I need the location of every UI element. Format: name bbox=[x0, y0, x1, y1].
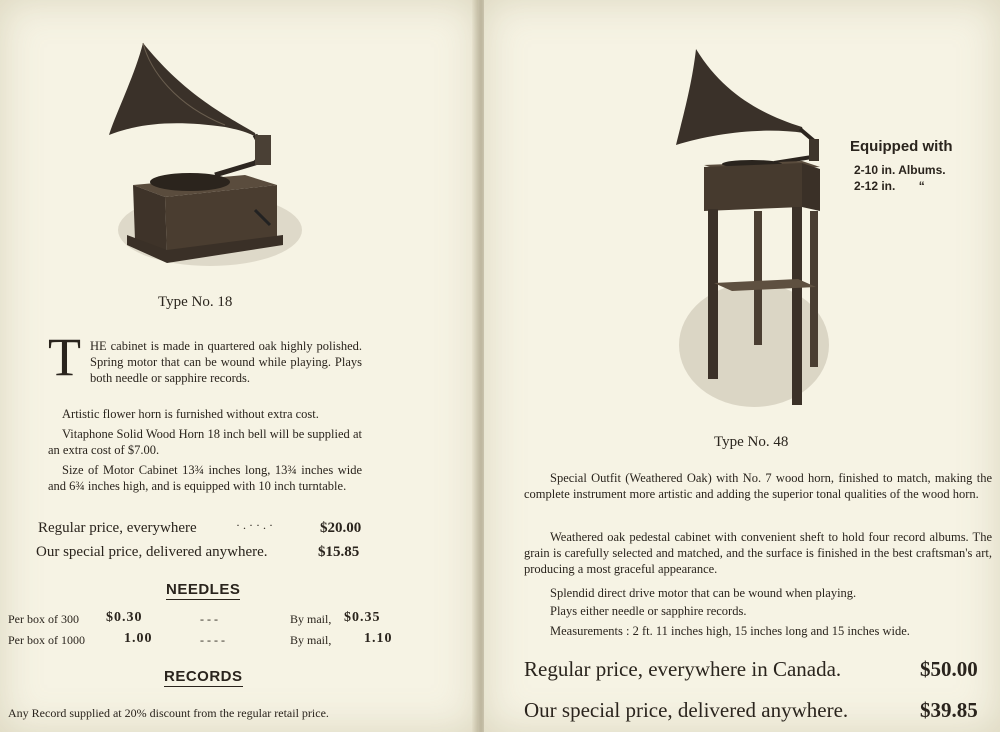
needles-mail-label: By mail, bbox=[290, 633, 332, 647]
needles-heading: NEEDLES bbox=[166, 581, 241, 598]
needles-row bbox=[8, 633, 408, 651]
leader-dashes: - - - bbox=[200, 612, 218, 626]
pedestal-cabinet-desc: Weathered oak pedestal cabinet with convenient sheft to hold four record albums. The grain is carefully selected and matched, and the surface is finished in the best craftsman's art, producing a most graceful appearance. bbox=[524, 530, 992, 576]
records-compat-note: Plays either needle or sapphire records. bbox=[550, 604, 747, 618]
needles-row bbox=[8, 612, 408, 630]
special-price-label: Our special price, delivered anywhere. bbox=[36, 544, 268, 560]
records-note: Any Record supplied at 20% discount from the regular retail price. bbox=[8, 706, 329, 720]
measurements-note: Measurements : 2 ft. 11 inches high, 15 inches long and 15 inches wide. bbox=[550, 624, 910, 638]
type-18-caption: Type No. 18 bbox=[158, 294, 233, 310]
regular-price-label: Regular price, everywhere in Canada. bbox=[524, 657, 842, 681]
needles-mail-label: By mail, bbox=[290, 612, 332, 626]
drop-cap: T bbox=[48, 327, 81, 387]
needles-box-qty: Per box of 300 bbox=[8, 612, 79, 626]
records-heading: RECORDS bbox=[164, 668, 243, 685]
special-outfit-desc: Special Outfit (Weathered Oak) with No. 7 wood horn, finished to match, making the complete instrument more artistic and adding the superior tonal qualities of the wood horn. bbox=[524, 471, 992, 501]
regular-price-label: Regular price, everywhere bbox=[38, 520, 197, 536]
special-price-label: Our special price, delivered anywhere. bbox=[524, 698, 849, 722]
needles-box-qty: Per box of 1000 bbox=[8, 633, 85, 647]
equipped-albums-10: 2-10 in. Albums. bbox=[854, 163, 946, 177]
equipped-title: Equipped with bbox=[850, 138, 953, 155]
type-48-caption: Type No. 48 bbox=[714, 434, 789, 450]
leader-dots: · . · · . · bbox=[236, 518, 273, 532]
right-page bbox=[484, 0, 1000, 732]
gramophone-type48-illustration bbox=[674, 45, 834, 415]
regular-price-amount: $50.00 bbox=[920, 657, 978, 681]
equipped-albums-12: 2-12 in. “ bbox=[854, 179, 925, 193]
needles-mail-price: 1.10 bbox=[364, 631, 393, 646]
needles-price: 1.00 bbox=[124, 631, 153, 646]
gramophone-type18-illustration bbox=[105, 35, 305, 275]
motor-note: Splendid direct drive motor that can be wound when playing. bbox=[550, 586, 857, 600]
needles-price: $0.30 bbox=[106, 610, 143, 625]
left-page bbox=[0, 0, 478, 732]
needles-mail-price: $0.35 bbox=[344, 610, 381, 625]
special-price-amount: $15.85 bbox=[318, 544, 360, 560]
special-price-amount: $39.85 bbox=[920, 698, 978, 722]
cabinet-size-note: Size of Motor Cabinet 13¾ inches long, 13¾ inches wide and 6¾ inches high, and is equipped with 10 inch turntable. bbox=[48, 463, 362, 493]
leader-dashes: - - - - bbox=[200, 633, 225, 647]
wood-horn-note: Vitaphone Solid Wood Horn 18 inch bell will be supplied at an extra cost of $7.00. bbox=[48, 427, 362, 457]
regular-price-amount: $20.00 bbox=[320, 520, 362, 536]
cabinet-description: HE cabinet is made in quartered oak highly polished. Spring motor that can be wound while playing. Plays both needle or sapphire records. bbox=[90, 339, 362, 385]
horn-note: Artistic flower horn is furnished without extra cost. bbox=[62, 407, 319, 421]
